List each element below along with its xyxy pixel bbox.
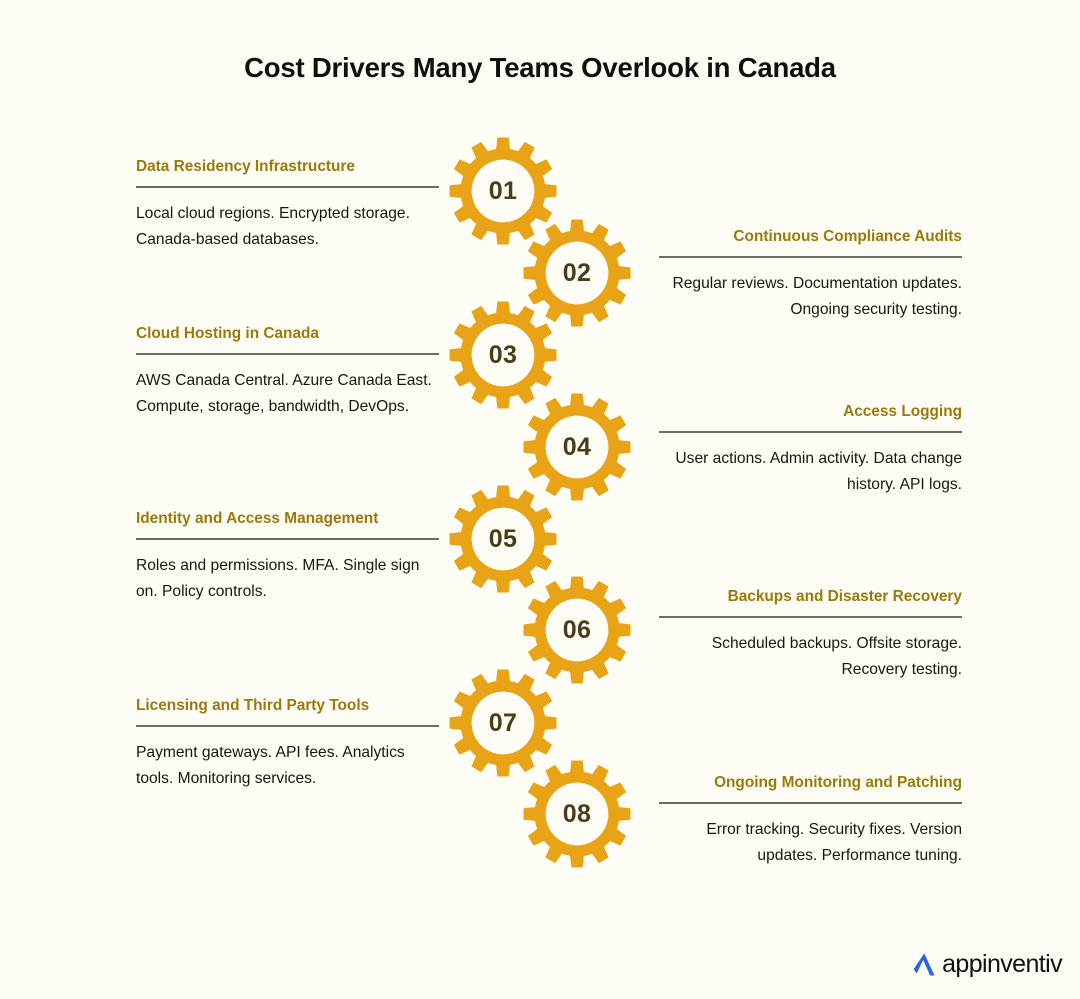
entry-body: Local cloud regions. Encrypted storage. Canada-based databases. — [136, 205, 410, 248]
entry-heading: Cloud Hosting in Canada — [136, 325, 319, 342]
entry-heading: Licensing and Third Party Tools — [136, 697, 370, 714]
gear-number: 01 — [488, 176, 518, 205]
page-title: Cost Drivers Many Teams Overlook in Canada — [244, 52, 836, 83]
entry-heading: Access Logging — [843, 403, 962, 420]
gear-number: 04 — [562, 432, 592, 461]
gear-number: 07 — [488, 708, 518, 737]
entry-body: User actions. Admin activity. Data change history. API logs. — [675, 450, 962, 493]
entry-body: AWS Canada Central. Azure Canada East. Compute, storage, bandwidth, DevOps. — [136, 372, 432, 415]
gear-number: 03 — [488, 340, 518, 369]
appinventiv-a-mark-icon — [906, 947, 940, 981]
gear-step-08 — [521, 758, 633, 870]
entry-body: Regular reviews. Documentation updates. Ongoing security testing. — [672, 275, 962, 318]
entry-heading: Data Residency Infrastructure — [136, 158, 355, 175]
entry-heading: Identity and Access Management — [136, 510, 379, 527]
entry-body: Roles and permissions. MFA. Single sign on. Policy controls. — [136, 557, 420, 600]
gear-number: 08 — [562, 799, 592, 828]
gear-number: 05 — [488, 524, 518, 553]
entry-body: Error tracking. Security fixes. Version updates. Performance tuning. — [706, 821, 962, 864]
gear-number: 06 — [562, 615, 592, 644]
entry-body: Payment gateways. API fees. Analytics tools. Monitoring services. — [136, 744, 405, 787]
entry-heading: Continuous Compliance Audits — [733, 228, 962, 245]
appinventiv-logo-text: appinventiv — [942, 949, 1062, 978]
entry-heading: Backups and Disaster Recovery — [727, 588, 962, 605]
appinventiv-logo — [906, 947, 1062, 981]
entry-heading: Ongoing Monitoring and Patching — [714, 774, 962, 791]
gear-number: 02 — [562, 258, 592, 287]
entry-body: Scheduled backups. Offsite storage. Recovery testing. — [711, 635, 962, 678]
